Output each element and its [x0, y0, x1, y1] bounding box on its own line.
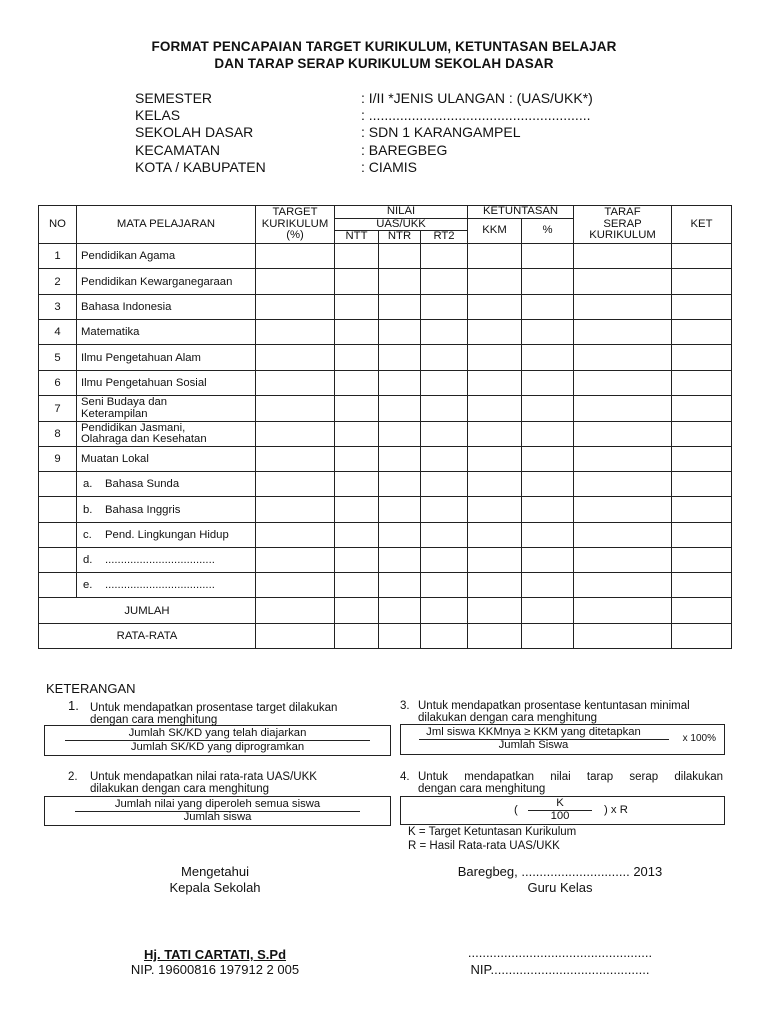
document-title-line-1: FORMAT PENCAPAIAN TARGET KURIKULUM, KETUNTASAN BELAJAR — [151, 39, 617, 54]
note-2-text: Untuk mendapatkan nilai rata-rata UAS/UKK — [90, 771, 317, 783]
sub-letter: b. — [83, 503, 93, 516]
table-row — [39, 523, 732, 548]
row-subject-line2: Keterampilan — [81, 407, 148, 420]
info-label: KECAMATAN — [135, 141, 221, 158]
jumlah-label: JUMLAH — [39, 598, 256, 624]
formula-4-denominator: 100 — [550, 810, 570, 822]
formula-3-numerator: Jml siswa KKMnya ≥ KKM yang ditetapkan — [426, 726, 641, 738]
row-number: 5 — [39, 345, 77, 371]
info-row-kecamatan — [135, 142, 593, 159]
info-row-kelas — [135, 107, 593, 124]
note-1-text-2: dengan cara menghitung — [90, 714, 218, 726]
row-number: 9 — [39, 447, 77, 472]
row-subject: Pendidikan Agama — [77, 244, 256, 269]
table-row — [39, 371, 732, 396]
info-label: SEMESTER — [135, 90, 213, 106]
sub-letter: e. — [83, 579, 93, 591]
note-3-text: Untuk mendapatkan prosentase kentuntasan minimal — [418, 700, 690, 712]
sub-letter: c. — [83, 529, 92, 541]
table-row — [39, 320, 732, 345]
formula-1-numerator: Jumlah SK/KD yang telah diajarkan — [128, 727, 307, 739]
header-ntr: NTR — [379, 231, 421, 244]
formula-2-denominator: Jumlah siswa — [183, 811, 252, 823]
header-taraf-line1: TARAF — [604, 206, 641, 219]
note-1-text: Untuk mendapatkan prosentase target dilakukan — [90, 702, 338, 714]
note-1-number: 1. — [68, 698, 79, 713]
table-row — [39, 422, 732, 447]
table-row — [39, 548, 732, 573]
note-4-text: Untuk mendapatkan nilai tarap serap dilakukan — [418, 771, 723, 783]
row-number: 1 — [39, 244, 77, 269]
row-subject — [77, 396, 256, 422]
table-row — [39, 573, 732, 598]
row-subject: Matematika — [77, 320, 256, 345]
table-row-jumlah — [39, 598, 732, 624]
row-number: 7 — [39, 396, 77, 422]
header-target-line3: (%) — [286, 229, 304, 242]
row-subject: Bahasa Indonesia — [77, 295, 256, 320]
note-4-text-2: dengan cara menghitung — [418, 783, 546, 795]
sub-subject: ................................... — [105, 579, 215, 591]
rata-rata-label: RATA-RATA — [39, 624, 256, 649]
teacher-nip: NIP............................................ — [470, 962, 650, 977]
header-taraf-serap — [574, 206, 672, 244]
sub-letter: a. — [83, 478, 93, 490]
info-value: : ......................................................... — [361, 107, 591, 124]
signature-right-line2: Guru Kelas — [527, 880, 593, 895]
formula-2-numerator: Jumlah nilai yang diperoleh semua siswa — [114, 798, 321, 810]
table-row — [39, 396, 732, 422]
info-row-semester — [135, 90, 593, 107]
table-row — [39, 472, 732, 497]
info-label: KELAS — [135, 107, 181, 124]
formula-4-open-paren: ( — [514, 804, 518, 816]
table-row — [39, 497, 732, 523]
note-3-text-2: dilakukan dengan cara menghitung — [418, 712, 598, 724]
table-row — [39, 269, 732, 295]
achievement-table — [38, 205, 732, 649]
keterangan-title: KETERANGAN — [46, 681, 136, 696]
note-2-number: 2. — [68, 771, 78, 783]
header-no: NO — [39, 206, 77, 244]
signature-left-line2: Kepala Sekolah — [169, 880, 261, 895]
row-number: 8 — [39, 422, 77, 447]
row-subject — [77, 548, 256, 573]
info-block — [135, 90, 593, 176]
signature-right-line1: Baregbeg, .............................. 2013 — [457, 864, 663, 879]
info-label: KOTA / KABUPATEN — [135, 158, 266, 175]
sub-subject: ................................... — [105, 554, 215, 566]
table-row — [39, 244, 732, 269]
table-row — [39, 447, 732, 472]
principal-nip: NIP. 19600816 197912 2 005 — [130, 962, 300, 977]
info-row-sekolah — [135, 124, 593, 141]
formula-4-close: ) x R — [604, 804, 628, 816]
table-row-rata-rata — [39, 624, 732, 649]
header-persen: % — [522, 218, 574, 244]
row-subject-line1: Pendidikan Jasmani, — [81, 421, 186, 434]
note-4-number: 4. — [400, 771, 410, 783]
sub-subject: Bahasa Sunda — [105, 478, 180, 490]
sub-subject: Bahasa Inggris — [105, 503, 181, 516]
info-label: SEKOLAH DASAR — [135, 124, 254, 141]
sub-subject: Pend. Lingkungan Hidup — [105, 529, 229, 541]
definition-r: R = Hasil Rata-rata UAS/UKK — [408, 840, 560, 852]
principal-name: Hj. TATI CARTATI, S.Pd — [143, 947, 287, 962]
row-subject-line1: Seni Budaya dan — [81, 396, 168, 408]
header-uas-ukk: UAS/UKK — [335, 218, 468, 231]
header-taraf-line2: SERAP — [603, 217, 642, 230]
row-subject: Pendidikan Kewarganegaraan — [77, 269, 256, 295]
table-row — [39, 295, 732, 320]
header-ketuntasan: KETUNTASAN — [468, 206, 574, 219]
header-target-line2: KURIKULUM — [261, 217, 329, 230]
definition-k: K = Target Ketuntasan Kurikulum — [408, 826, 577, 838]
row-subject — [77, 497, 256, 523]
info-value: : SDN 1 KARANGAMPEL — [361, 124, 521, 141]
formula-3-denominator: Jumlah Siswa — [498, 739, 569, 751]
table-row — [39, 345, 732, 371]
row-number: 6 — [39, 371, 77, 396]
row-subject-line2: Olahraga dan Kesehatan — [81, 433, 207, 445]
info-value: : I/II *JENIS ULANGAN : (UAS/UKK*) — [361, 90, 593, 106]
formula-4-box — [400, 796, 725, 825]
row-subject: Muatan Lokal — [77, 447, 256, 472]
header-rt2: RT2 — [421, 231, 468, 244]
header-taraf-line3: KURIKULUM — [589, 229, 656, 242]
row-number: 3 — [39, 295, 77, 320]
row-number: 2 — [39, 269, 77, 295]
row-subject — [77, 472, 256, 497]
header-nilai: NILAI — [335, 206, 468, 219]
formula-1-box — [44, 725, 391, 756]
row-subject: Ilmu Pengetahuan Sosial — [77, 371, 256, 396]
signature-left-line1: Mengetahui — [181, 864, 249, 879]
formula-3-box — [400, 724, 725, 755]
row-number: 4 — [39, 320, 77, 345]
formula-2-box — [44, 796, 391, 826]
row-subject: Ilmu Pengetahuan Alam — [77, 345, 256, 371]
row-subject — [77, 422, 256, 447]
sub-letter: d. — [83, 554, 93, 566]
row-subject — [77, 523, 256, 548]
info-value: : CIAMIS — [361, 158, 418, 175]
note-3-number: 3. — [400, 700, 410, 712]
header-target-line1: TARGET — [272, 206, 318, 219]
formula-1-denominator: Jumlah SK/KD yang diprogramkan — [130, 741, 305, 753]
formula-4-numerator: K — [556, 797, 564, 809]
header-mata-pelajaran: MATA PELAJARAN — [77, 206, 256, 244]
row-subject — [77, 573, 256, 598]
header-target — [256, 206, 335, 244]
info-value: : BAREGBEG — [361, 141, 448, 158]
document-title-line-2: DAN TARAP SERAP KURIKULUM SEKOLAH DASAR — [214, 56, 554, 71]
header-ntt: NTT — [335, 231, 379, 244]
teacher-name: ................................................... — [467, 945, 653, 960]
formula-3-multiplier: x 100% — [682, 733, 716, 744]
info-row-kota — [135, 159, 593, 176]
header-ket: KET — [672, 206, 732, 244]
header-kkm: KKM — [468, 218, 522, 244]
note-2-text-2: dilakukan dengan cara menghitung — [90, 783, 270, 795]
